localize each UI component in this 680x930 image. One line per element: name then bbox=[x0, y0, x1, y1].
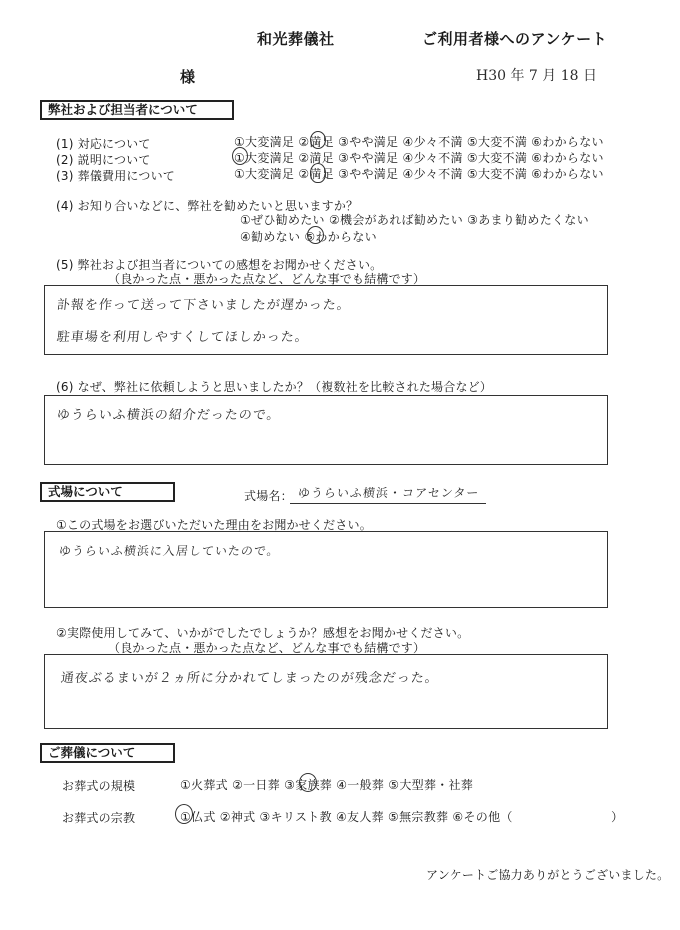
section-heading-venue: 式場について bbox=[40, 482, 175, 502]
section-heading-funeral: ご葬儀について bbox=[40, 743, 175, 763]
q4-selection-circle bbox=[307, 226, 324, 244]
venue-name: ゆうらいふ横浜・コアセンター bbox=[297, 486, 481, 500]
venue-underline bbox=[290, 503, 486, 504]
q3-options: ①大変満足 ②満足 ③やや満足 ④少々不満 ⑤大変不満 ⑥わからない bbox=[234, 167, 604, 181]
section-heading-company: 弊社および担当者について bbox=[40, 100, 234, 120]
honorific: 様 bbox=[180, 68, 196, 86]
q2-selection-circle bbox=[232, 147, 248, 165]
venue-q2-sub-label: （良かった点・悪かった点など、どんな事でも結構です） bbox=[108, 641, 426, 655]
q5-answer-line2: 駐車場を利用しやすくしてほしかった。 bbox=[56, 330, 310, 345]
venue-q2-label: ②実際使用してみて、いかがでしたでしょうか？感想をお聞かせください。 bbox=[56, 626, 470, 640]
thank-you-note: アンケートご協力ありがとうございました。 bbox=[426, 868, 670, 882]
survey-date: H30 年 7 月 18 日 bbox=[476, 68, 597, 84]
q1-label: (1) 対応について bbox=[56, 137, 151, 151]
funeral-religion-selection-circle bbox=[175, 804, 193, 824]
funeral-religion-options: ①仏式 ②神式 ③キリスト教 ④友人葬 ⑤無宗教葬 ⑥その他（ ） bbox=[180, 810, 624, 824]
venue-q1-answer-box bbox=[44, 531, 608, 608]
venue-q1-label: ①この式場をお選びいただいた理由をお聞かせください。 bbox=[56, 518, 372, 532]
q5-sub-label: （良かった点・悪かった点など、どんな事でも結構です） bbox=[108, 272, 426, 286]
venue-q2-answer-box bbox=[44, 654, 608, 729]
q3-label: (3) 葬儀費用について bbox=[56, 169, 175, 183]
funeral-scale-selection-circle bbox=[299, 773, 317, 792]
company-name: 和光葬儀社 bbox=[257, 30, 335, 48]
q1-selection-circle bbox=[310, 131, 326, 149]
venue-q2-answer: 通夜ぶるまいが２ヵ所に分かれてしまったのが残念だった。 bbox=[60, 671, 440, 686]
survey-title: ご利用者様へのアンケート bbox=[422, 30, 608, 48]
venue-label: 式場名： bbox=[244, 489, 293, 503]
venue-q1-answer: ゆうらいふ横浜に入居していたので。 bbox=[58, 544, 281, 558]
q6-answer-box bbox=[44, 395, 608, 465]
q5-label: (5) 弊社および担当者についての感想をお聞かせください。 bbox=[56, 258, 383, 272]
q6-answer: ゆうらいふ横浜の紹介だったので。 bbox=[56, 408, 282, 423]
q4-options-line2: ④勧めない ⑤わからない bbox=[240, 230, 377, 244]
funeral-religion-label: お葬式の宗教 bbox=[62, 811, 136, 825]
q4-label: (4) お知り合いなどに、弊社を勧めたいと思いますか？ bbox=[56, 199, 359, 213]
q4-options-line1: ①ぜひ勧めたい ②機会があれば勧めたい ③あまり勧めたくない bbox=[240, 213, 589, 227]
q1-options: ①大変満足 ②満足 ③やや満足 ④少々不満 ⑤大変不満 ⑥わからない bbox=[234, 135, 604, 149]
funeral-scale-options: ①火葬式 ②一日葬 ③家族葬 ④一般葬 ⑤大型葬・社葬 bbox=[180, 778, 474, 792]
funeral-scale-label: お葬式の規模 bbox=[62, 779, 136, 793]
q2-options: ①大変満足 ②満足 ③やや満足 ④少々不満 ⑤大変不満 ⑥わからない bbox=[234, 151, 604, 165]
q3-selection-circle bbox=[310, 163, 326, 183]
q5-answer-line1: 訃報を作って送って下さいましたが遅かった。 bbox=[56, 298, 352, 313]
q2-label: (2) 説明について bbox=[56, 153, 151, 167]
q6-label: (6) なぜ、弊社に依頼しようと思いましたか？（複数社を比較された場合など） bbox=[56, 380, 493, 394]
q5-answer-box bbox=[44, 285, 608, 355]
